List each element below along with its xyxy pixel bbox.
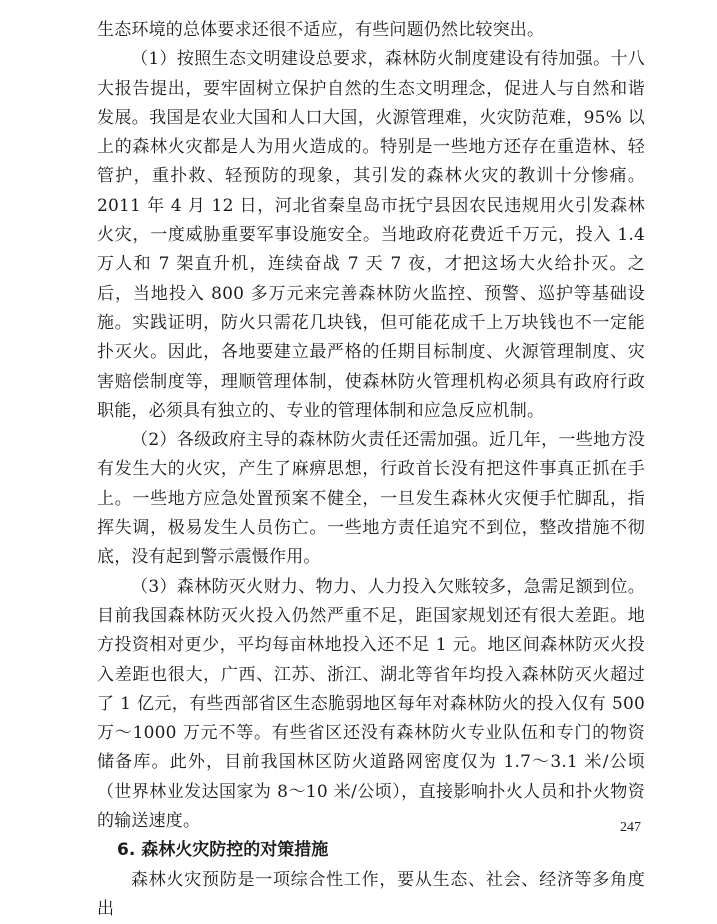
section-heading: 6. 森林火灾防控的对策措施	[117, 840, 329, 861]
page-number: 247	[620, 820, 641, 835]
paragraph-item-1: （1）按照生态文明建设总要求，森林防火制度建设有待加强。十八大报告提出，要牢固树立保护自然的生态文明理念，促进人与自然和谐发展。我国是农业大国和人口大国，火源管理难，火灾防范难，95% 以上的森林火灾都是人为用火造成的。特别是一些地方还存在重造林、轻管护，重扑救、轻预防的现象，其引发的森林火灾的教训十分惨痛。2011 年 4 月 12 日，河北省秦皇岛市抚宁县因农民违规用火引发森林火灾，一度威胁重要军事设施安全。当地政府花费近千万元，投入 1.4 万人和 7 架直升机，连续奋战 7 天 7 夜，才把这场大火给扑灭。之后，当地投入 800 多万元来完善森林防火监控、预警、巡护等基础设施。实践证明，防火只需花几块钱，但可能花成千上万块钱也不一定能扑灭火。因此，各地要建立最严格的任期目标制度、火源管理制度、灾害赔偿制度等，理顺管理体制，使森林防火管理机构必须具有政府行政职能，必须具有独立的、专业的管理体制和应急反应机制。	[97, 49, 645, 421]
paragraph-item-3: （3）森林防灭火财力、物力、人力投入欠账较多，急需足额到位。目前我国森林防灭火投入仍然严重不足，距国家规划还有很大差距。地方投资相对更少，平均每亩林地投入还不足 1 元。地区间森林防灭火投入差距也很大，广西、江苏、浙江、湖北等省年均投入森林防灭火超过了 1 亿元，有些西部省区生态脆弱地区每年对森林防火的投入仅有 500 万～1000 万元不等。有些省区还没有森林防火专业队伍和专门的物资储备库。此外，目前我国林区防火道路网密度仅为 1.7～3.1 米/公顷（世界林业发达国家为 8～10 米/公顷），直接影响扑火人员和扑火物资的输送速度。	[97, 576, 645, 832]
paragraph-continuation: 生态环境的总体要求还很不适应，有些问题仍然比较突出。	[97, 20, 545, 40]
paragraph-item-2: （2）各级政府主导的森林防火责任还需加强。近几年，一些地方没有发生大的火灾，产生了麻痹思想，行政首长没有把这件事真正抓在手上。一些地方应急处置预案不健全，一旦发生森林火灾便手忙脚乱，指挥失调，极易发生人员伤亡。一些地方责任追究不到位，整改措施不彻底，没有起到警示震慑作用。	[97, 430, 645, 568]
paragraph-final: 森林火灾预防是一项综合性工作，要从生态、社会、经济等多角度出	[97, 869, 645, 919]
page-body	[97, 16, 645, 924]
